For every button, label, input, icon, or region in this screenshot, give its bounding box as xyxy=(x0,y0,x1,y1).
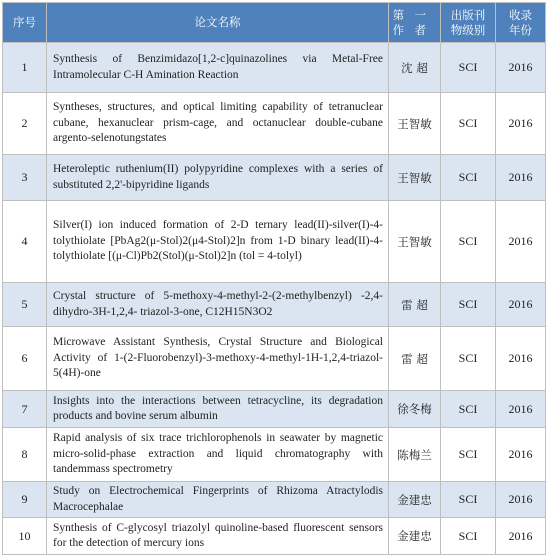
table-row xyxy=(3,155,546,201)
row-index: 3 xyxy=(3,155,47,201)
header-year-line1: 收录 xyxy=(509,7,532,22)
row-index: 6 xyxy=(3,327,47,391)
row-index: 5 xyxy=(3,283,47,327)
first-author: 陈梅兰 xyxy=(389,428,441,482)
year: 2016 xyxy=(496,391,546,428)
row-index: 10 xyxy=(3,518,47,555)
paper-title: Crystal structure of 5-methoxy-4-methyl-2-(2-methylbenzyl) -2,4-dihydro-3H-1,2,4- triazol-3-one, C12H15N3O2 xyxy=(47,283,389,327)
paper-title: Synthesis of Benzimidazo[1,2-c]quinazolines via Metal-Free Intramolecular C-H Amination Reaction xyxy=(47,43,389,93)
table-row xyxy=(3,428,546,482)
header-index: 序号 xyxy=(3,3,47,43)
paper-title: Silver(I) ion induced formation of 2-D ternary lead(II)-silver(I)-4-tolythiolate [PbAg2(μ-Stol)2(μ4-Stol)2]n from 1-D binary lead(II)-4- tolythiolate [(μ-Cl)Pb2(Stol)(μ-Stol)2]n (tol = 4-tolyl) xyxy=(47,201,389,283)
row-index: 7 xyxy=(3,391,47,428)
publication-level: SCI xyxy=(441,283,496,327)
year: 2016 xyxy=(496,518,546,555)
year: 2016 xyxy=(496,43,546,93)
first-author: 王智敏 xyxy=(389,93,441,155)
paper-title: Syntheses, structures, and optical limiting capability of tetranuclear cubane, hexanuclear prism-cage, and octanuclear double-cubane argento-selenotungstates xyxy=(47,93,389,155)
publication-level: SCI xyxy=(441,428,496,482)
header-publication-line1: 出版刊 xyxy=(450,7,486,22)
first-author: 雷 超 xyxy=(389,327,441,391)
table-row xyxy=(3,283,546,327)
table-row xyxy=(3,327,546,391)
first-author: 沈 超 xyxy=(389,43,441,93)
first-author: 王智敏 xyxy=(389,201,441,283)
publication-level: SCI xyxy=(441,43,496,93)
year: 2016 xyxy=(496,201,546,283)
first-author: 徐冬梅 xyxy=(389,391,441,428)
first-author: 金建忠 xyxy=(389,518,441,555)
row-index: 4 xyxy=(3,201,47,283)
header-year xyxy=(496,3,546,43)
header-year-line2: 年份 xyxy=(509,22,532,37)
paper-title: Rapid analysis of six trace trichlorophenols in seawater by magnetic micro-solid-phase extraction and liquid chromatography with tandemmass spectrometry xyxy=(47,428,389,482)
paper-title: Study on Electrochemical Fingerprints of Rhizoma Atractylodis Macrocephalae xyxy=(47,482,389,518)
table-row xyxy=(3,201,546,283)
header-row xyxy=(3,3,546,43)
table-row xyxy=(3,43,546,93)
row-index: 1 xyxy=(3,43,47,93)
first-author: 王智敏 xyxy=(389,155,441,201)
table-row xyxy=(3,518,546,555)
publication-level: SCI xyxy=(441,155,496,201)
publication-level: SCI xyxy=(441,482,496,518)
row-index: 8 xyxy=(3,428,47,482)
paper-title: Heteroleptic ruthenium(II) polypyridine complexes with a series of substituted 2,2'-bipyridine ligands xyxy=(47,155,389,201)
row-index: 2 xyxy=(3,93,47,155)
first-author: 雷 超 xyxy=(389,283,441,327)
header-publication xyxy=(441,3,496,43)
year: 2016 xyxy=(496,93,546,155)
publication-level: SCI xyxy=(441,391,496,428)
publication-level: SCI xyxy=(441,201,496,283)
publication-level: SCI xyxy=(441,518,496,555)
publication-level: SCI xyxy=(441,327,496,391)
header-publication-line2: 物级别 xyxy=(450,22,486,37)
row-index: 9 xyxy=(3,482,47,518)
year: 2016 xyxy=(496,327,546,391)
year: 2016 xyxy=(496,283,546,327)
paper-title: Synthesis of C-glycosyl triazolyl quinoline-based fluorescent sensors for the detection of mercury ions xyxy=(47,518,389,555)
year: 2016 xyxy=(496,428,546,482)
header-author-line2: 作者 xyxy=(392,22,437,37)
header-author-line1: 第一 xyxy=(392,7,437,22)
paper-title: Microwave Assistant Synthesis, Crystal Structure and Biological Activity of 1-(2-Fluorobenzyl)-3-methoxy-4-methyl-1H-1,2,4-triazol-5(4H)-one xyxy=(47,327,389,391)
header-author xyxy=(389,3,441,43)
year: 2016 xyxy=(496,482,546,518)
table-row xyxy=(3,391,546,428)
table-row xyxy=(3,93,546,155)
paper-title: Insights into the interactions between tetracycline, its degradation products and bovine serum albumin xyxy=(47,391,389,428)
first-author: 金建忠 xyxy=(389,482,441,518)
header-title: 论文名称 xyxy=(47,3,389,43)
paper-table xyxy=(2,2,546,555)
table-row xyxy=(3,482,546,518)
year: 2016 xyxy=(496,155,546,201)
publication-level: SCI xyxy=(441,93,496,155)
